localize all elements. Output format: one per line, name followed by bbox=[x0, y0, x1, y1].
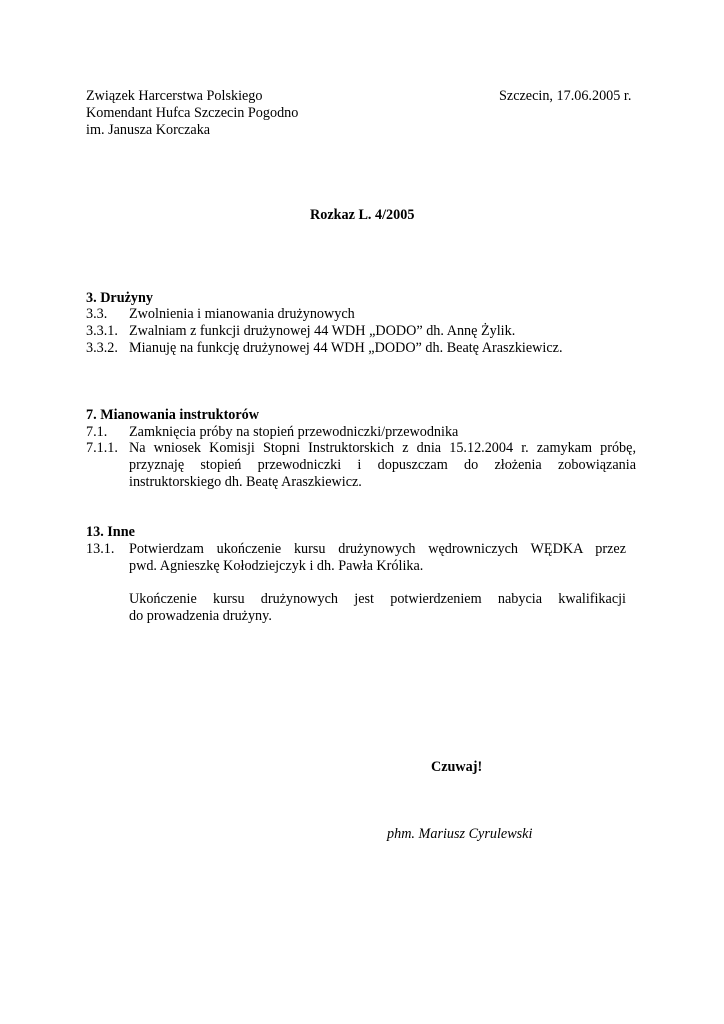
item-text: Mianuję na funkcję drużynowej 44 WDH „DODO” dh. Beatę Araszkiewicz. bbox=[129, 340, 563, 356]
item-text: przyznaję stopień przewodniczki i dopuszczam do złożenia zobowiązania bbox=[129, 457, 636, 473]
item-text: Potwierdzam ukończenie kursu drużynowych wędrowniczych WĘDKA przez bbox=[129, 541, 626, 557]
organization-name: Związek Harcerstwa Polskiego bbox=[86, 88, 263, 104]
patron-name: im. Janusza Korczaka bbox=[86, 122, 211, 138]
closing-salutation: Czuwaj! bbox=[431, 759, 483, 775]
note-text: Ukończenie kursu drużynowych jest potwierdzeniem nabycia kwalifikacji bbox=[129, 591, 626, 607]
item-text: instruktorskiego dh. Beatę Araszkiewicz. bbox=[129, 474, 362, 490]
commander-title: Komendant Hufca Szczecin Pogodno bbox=[86, 105, 299, 121]
item-number: 7.1. bbox=[86, 424, 108, 440]
item-text: Zwalniam z funkcji drużynowej 44 WDH „DODO” dh. Annę Żylik. bbox=[129, 323, 516, 339]
section-heading-other: 13. Inne bbox=[86, 524, 135, 540]
item-number: 7.1.1. bbox=[86, 440, 118, 456]
item-text: pwd. Agnieszkę Kołodziejczyk i dh. Pawła Królika. bbox=[129, 558, 424, 574]
signature-name: phm. Mariusz Cyrulewski bbox=[387, 826, 533, 842]
item-number: 3.3.2. bbox=[86, 340, 118, 356]
section-heading-teams: 3. Drużyny bbox=[86, 290, 153, 306]
item-text: Na wniosek Komisji Stopni Instruktorskich z dnia 15.12.2004 r. zamykam próbę, bbox=[129, 440, 636, 456]
section-heading-instructors: 7. Mianowania instruktorów bbox=[86, 407, 260, 423]
item-text: Zwolnienia i mianowania drużynowych bbox=[129, 306, 355, 322]
place-date: Szczecin, 17.06.2005 r. bbox=[499, 88, 632, 104]
item-number: 13.1. bbox=[86, 541, 115, 557]
item-number: 3.3.1. bbox=[86, 323, 118, 339]
order-title: Rozkaz L. 4/2005 bbox=[310, 207, 415, 223]
item-number: 3.3. bbox=[86, 306, 108, 322]
item-text: Zamknięcia próby na stopień przewodniczki/przewodnika bbox=[129, 424, 459, 440]
note-text: do prowadzenia drużyny. bbox=[129, 608, 272, 624]
